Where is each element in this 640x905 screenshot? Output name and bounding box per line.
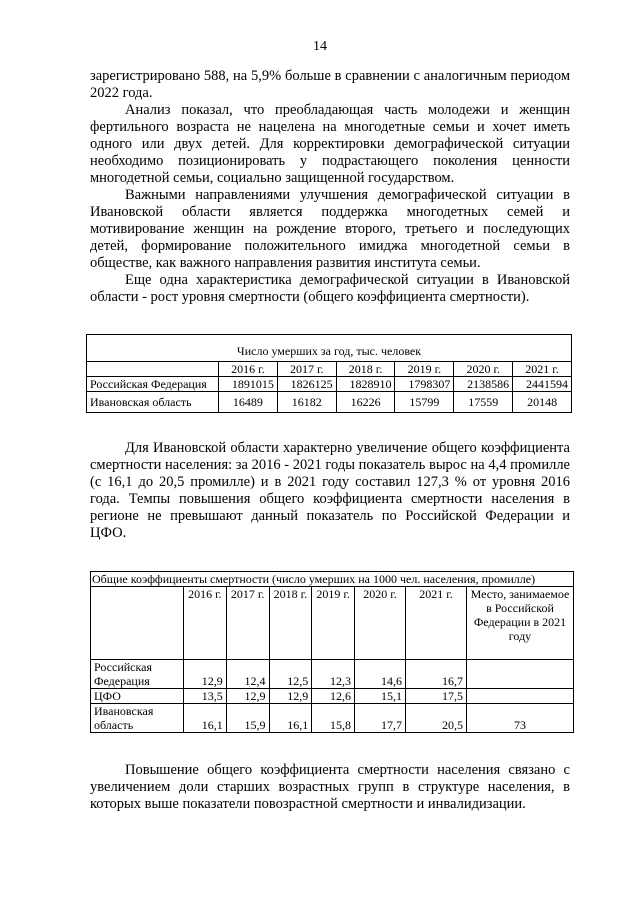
table-cell: 13,5: [184, 689, 227, 704]
year-header: 2021 г.: [513, 362, 572, 377]
table-cell: 2138586: [454, 377, 513, 392]
text-block-middle: [90, 440, 570, 542]
table-cell: 15799: [395, 392, 454, 413]
table-cell: 20,5: [406, 704, 467, 733]
row-label: Ивановская область: [87, 392, 219, 413]
table-cell: 16226: [336, 392, 395, 413]
table-caption: Общие коэффициенты смертности (число умерших на 1000 чел. населения, промилле): [91, 572, 574, 587]
row-label: ЦФО: [91, 689, 184, 704]
table-cell: 15,8: [312, 704, 355, 733]
place-cell: [467, 689, 574, 704]
table-corner-cell: [91, 587, 184, 660]
mortality-rate-table: [90, 571, 574, 733]
year-header: 2016 г.: [219, 362, 278, 377]
table-cell: 1826125: [277, 377, 336, 392]
text-block-bottom: [90, 762, 570, 813]
table-caption: Число умерших за год, тыс. человек: [87, 335, 572, 362]
table-cell: 12,9: [269, 689, 312, 704]
table-cell: 17,7: [355, 704, 406, 733]
table-cell: 16,1: [184, 704, 227, 733]
paragraph: Важными направлениями улучшения демографической ситуации в Ивановской области является поддержка многодетных семей и мотивирование женщин на рождение второго, третьего и последующих детей, формирование положительного имиджа многодетной семьи в обществе, как важного направления развития института семьи.: [90, 187, 570, 271]
year-header: 2018 г.: [269, 587, 312, 660]
year-header: 2020 г.: [355, 587, 406, 660]
table-row: [87, 377, 572, 392]
paragraph: Для Ивановской области характерно увеличение общего коэффициента смертности населения: за 2016 - 2021 годы показатель вырос на 4,4 промилле (с 16,1 до 20,5 промилле) и в 2021 году составил 127,3 % от уровня 2016 года. Темпы повышения общего коэффициента смертности населения в регионе не превышают данный показатель по Российской Федерации и ЦФО.: [90, 440, 570, 541]
row-label: Ивановская область: [91, 704, 184, 733]
table-cell: 12,6: [312, 689, 355, 704]
table-cell: 12,9: [184, 660, 227, 689]
page-number: 14: [313, 39, 327, 54]
year-header: 2017 г.: [226, 587, 269, 660]
year-header: 2018 г.: [336, 362, 395, 377]
year-header: 2019 г.: [395, 362, 454, 377]
table-cell: 17559: [454, 392, 513, 413]
table-cell: 12,5: [269, 660, 312, 689]
paragraph: Анализ показал, что преобладающая часть молодежи и женщин фертильного возраста не нацелена на многодетные семьи и хочет иметь одного или двух детей. Для корректировки демографической ситуации необходимо позиционировать у подрастающего поколения ценности многодетной семьи, социально защищенной государством.: [90, 102, 570, 186]
paragraph: зарегистрировано 588, на 5,9% больше в сравнении с аналогичным периодом 2022 года.: [90, 68, 570, 101]
deaths-table: [86, 334, 572, 413]
table-cell: 17,5: [406, 689, 467, 704]
year-header: 2017 г.: [277, 362, 336, 377]
table-cell: 14,6: [355, 660, 406, 689]
table-row: [91, 704, 574, 733]
place-cell: 73: [467, 704, 574, 733]
place-header: Место, занимаемое в Российской Федерации в 2021 году: [467, 587, 574, 660]
table-cell: 2441594: [513, 377, 572, 392]
table-cell: 1828910: [336, 377, 395, 392]
table-cell: 16,7: [406, 660, 467, 689]
table-cell: 16182: [277, 392, 336, 413]
table-cell: 12,4: [226, 660, 269, 689]
place-cell: [467, 660, 574, 689]
year-header: 2020 г.: [454, 362, 513, 377]
table-row: [91, 660, 574, 689]
table-cell: 16,1: [269, 704, 312, 733]
table-row: [87, 392, 572, 413]
year-header: 2019 г.: [312, 587, 355, 660]
table-cell: 1891015: [219, 377, 278, 392]
table-corner-cell: [87, 362, 219, 377]
year-header: 2021 г.: [406, 587, 467, 660]
table-cell: 16489: [219, 392, 278, 413]
year-header: 2016 г.: [184, 587, 227, 660]
table-row: [91, 689, 574, 704]
table-cell: 15,9: [226, 704, 269, 733]
text-block-top: [90, 68, 570, 306]
paragraph: Еще одна характеристика демографической ситуации в Ивановской области - рост уровня смертности (общего коэффициента смертности).: [90, 272, 570, 305]
table-cell: 12,9: [226, 689, 269, 704]
paragraph: Повышение общего коэффициента смертности населения связано с увеличением доли старших возрастных групп в структуре населения, в которых выше показатели повозрастной смертности и инвалидизации.: [90, 762, 570, 812]
table-cell: 20148: [513, 392, 572, 413]
table-cell: 12,3: [312, 660, 355, 689]
table-cell: 15,1: [355, 689, 406, 704]
table-cell: 1798307: [395, 377, 454, 392]
row-label: Российская Федерация: [91, 660, 184, 689]
row-label: Российская Федерация: [87, 377, 219, 392]
